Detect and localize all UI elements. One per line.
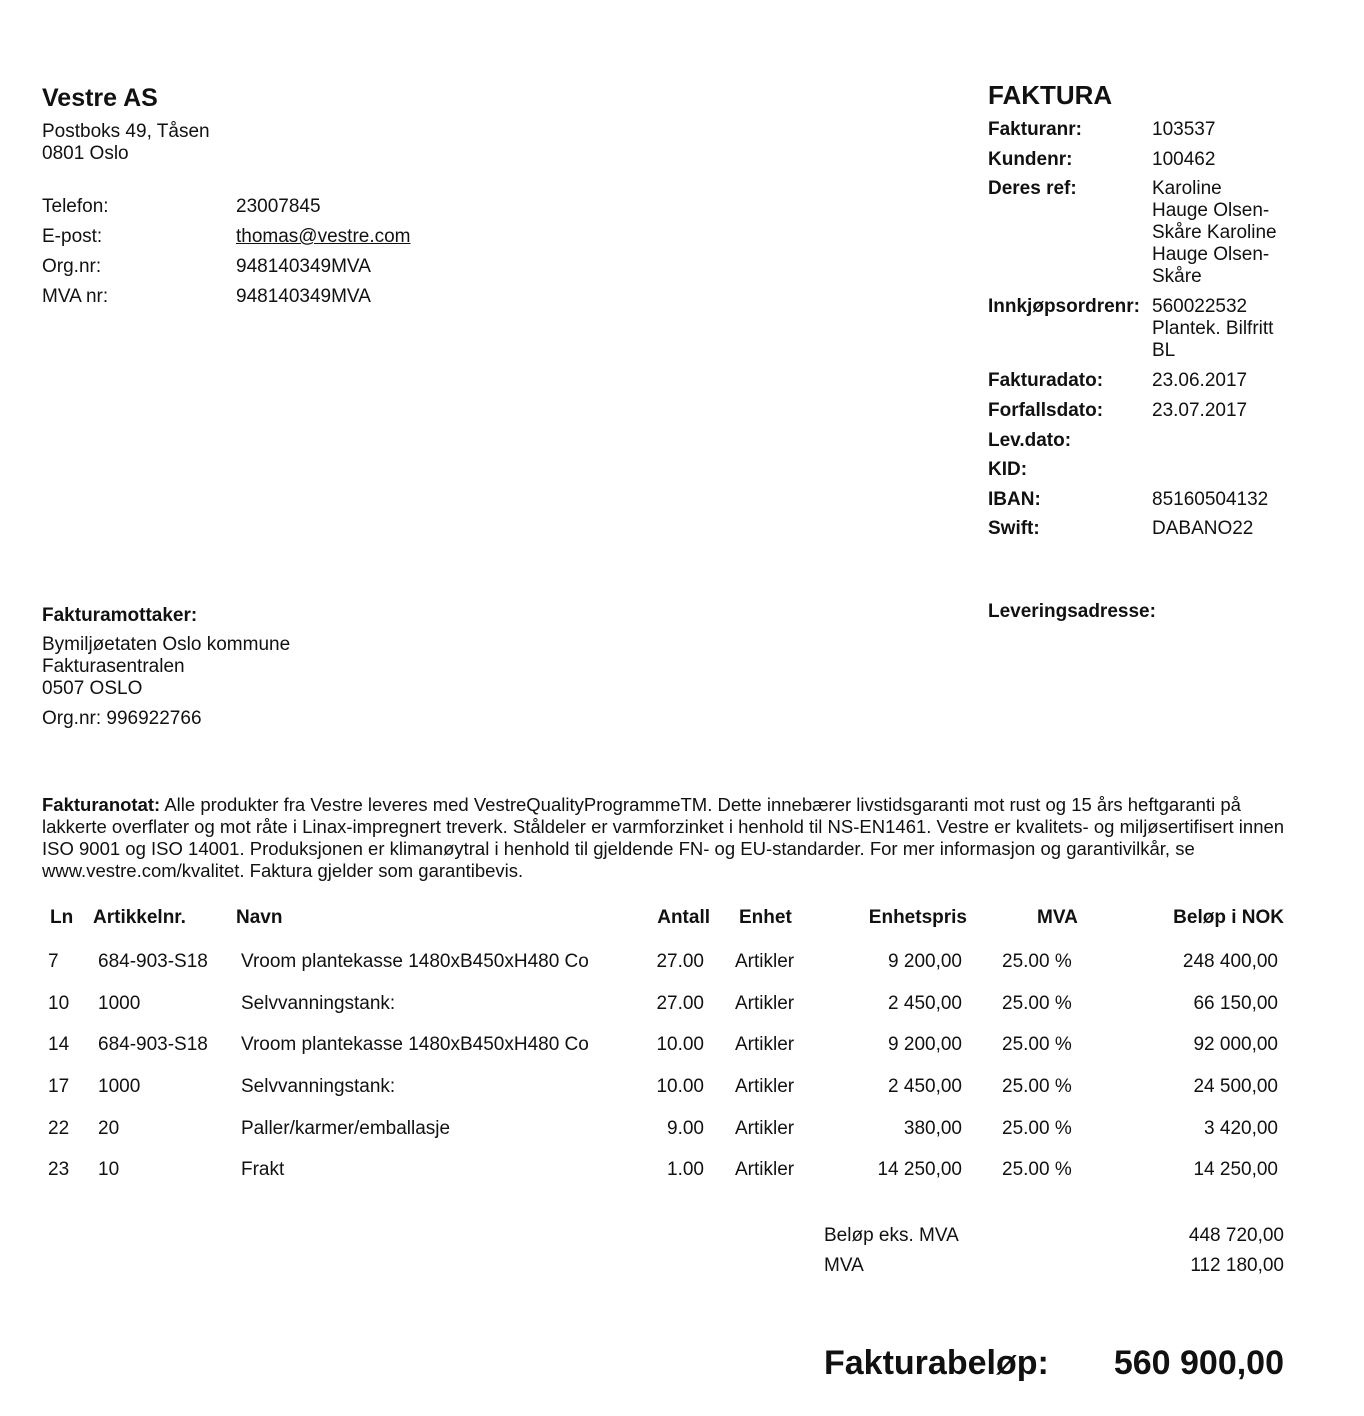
cell-article-number: 1000 — [98, 1076, 141, 1097]
customer-number-label: Kundenr: — [988, 149, 1073, 170]
invoice-date-value: 23.06.2017 — [1152, 370, 1248, 391]
cell-name: Vroom plantekasse 1480xB450xH480 Co — [241, 951, 589, 972]
due-date-value: 23.07.2017 — [1152, 400, 1248, 421]
vat-number-value: 948140349MVA — [236, 286, 371, 307]
sender-address-line: 0801 Oslo — [42, 143, 129, 164]
cell-amount: 66 150,00 — [1193, 993, 1278, 1014]
cell-unit: Artikler — [735, 1076, 795, 1097]
vat-number-label: MVA nr: — [42, 286, 109, 307]
cell-vat: 25.00 % — [1002, 951, 1072, 972]
purchase-order-value — [1152, 296, 1302, 362]
invoice-title: FAKTURA — [988, 80, 1113, 110]
phone-value: 23007845 — [236, 196, 321, 217]
recipient-heading: Fakturamottaker: — [42, 605, 198, 626]
company-name: Vestre AS — [42, 84, 158, 112]
cell-unit-price: 2 450,00 — [888, 1076, 962, 1097]
cell-ln: 17 — [48, 1076, 70, 1097]
cell-name: Selvvanningstank: — [241, 993, 396, 1014]
cell-amount: 248 400,00 — [1182, 951, 1278, 972]
col-header-vat: MVA — [1037, 907, 1078, 928]
reference-line: Karoline — [1152, 178, 1222, 199]
invoice-date-label: Fakturadato: — [988, 370, 1104, 391]
cell-unit: Artikler — [735, 1159, 795, 1180]
cell-amount: 3 420,00 — [1204, 1118, 1278, 1139]
cell-unit-price: 2 450,00 — [888, 993, 962, 1014]
orgnr-value: 948140349MVA — [236, 256, 371, 277]
cell-vat: 25.00 % — [1002, 993, 1072, 1014]
recipient-line: Bymiljøetaten Oslo kommune — [42, 634, 291, 655]
cell-vat: 25.00 % — [1002, 1118, 1072, 1139]
table-row — [0, 951, 1364, 981]
table-row — [0, 1076, 1364, 1106]
delivery-address-heading: Leveringsadresse: — [988, 601, 1156, 622]
due-date-label: Forfallsdato: — [988, 400, 1104, 421]
invoice-note-label: Fakturanotat: — [42, 794, 161, 815]
recipient-orgnr: Org.nr: 996922766 — [42, 708, 202, 729]
cell-article-number: 20 — [98, 1118, 120, 1139]
recipient-line: 0507 OSLO — [42, 678, 143, 699]
orgnr-label: Org.nr: — [42, 256, 102, 277]
cell-name: Paller/karmer/emballasje — [241, 1118, 451, 1139]
sender-address-line: Postboks 49, Tåsen — [42, 121, 210, 142]
email-label: E-post: — [42, 226, 103, 247]
cell-unit: Artikler — [735, 1118, 795, 1139]
cell-quantity: 10.00 — [656, 1076, 704, 1097]
iban-label: IBAN: — [988, 489, 1041, 510]
cell-name: Frakt — [241, 1159, 285, 1180]
delivery-date-label: Lev.dato: — [988, 430, 1072, 451]
cell-article-number: 684-903-S18 — [98, 951, 208, 972]
reference-value — [1152, 178, 1302, 288]
cell-article-number: 1000 — [98, 993, 141, 1014]
col-header-unit: Enhet — [739, 907, 792, 928]
cell-unit-price: 9 200,00 — [888, 951, 962, 972]
cell-vat: 25.00 % — [1002, 1076, 1072, 1097]
table-row — [0, 1159, 1364, 1189]
table-row — [0, 1034, 1364, 1064]
swift-label: Swift: — [988, 518, 1040, 539]
reference-label: Deres ref: — [988, 178, 1077, 199]
cell-ln: 7 — [48, 951, 59, 972]
col-header-amount: Beløp i NOK — [1173, 907, 1284, 928]
cell-quantity: 10.00 — [656, 1034, 704, 1055]
col-header-ln: Ln — [50, 907, 74, 928]
subtotal-value: 448 720,00 — [1188, 1225, 1284, 1246]
invoice-note — [42, 794, 1292, 882]
invoice-note-text: Alle produkter fra Vestre leveres med VestreQualityProgrammeTM. Dette innebærer livstidsgaranti mot rust og 15 års heftgaranti på lakkerte overflater og mot råte i Linax-impregnert treverk. Ståldeler er varmforzinket i henhold til NS-EN1461. Vestre er kvalitets- og miljøsertifisert innen ISO 9001 og ISO 14001. Produksjonen er klimanøytral i henhold til gjeldende FN- og EU-standarder. For mer informasjon og garantivilkår, se www.vestre.com/kvalitet. Faktura gjelder som garantibevis. — [42, 794, 1285, 881]
purchase-order-line: Plantek. Bilfritt — [1152, 318, 1274, 339]
cell-amount: 24 500,00 — [1193, 1076, 1278, 1097]
cell-quantity: 27.00 — [656, 951, 704, 972]
iban-value: 85160504132 — [1152, 489, 1269, 510]
vat-total-label: MVA — [824, 1255, 864, 1276]
col-header-name: Navn — [236, 907, 283, 928]
reference-line: Hauge Olsen- — [1152, 244, 1270, 265]
cell-ln: 10 — [48, 993, 70, 1014]
swift-value: DABANO22 — [1152, 518, 1254, 539]
cell-name: Vroom plantekasse 1480xB450xH480 Co — [241, 1034, 589, 1055]
reference-line: Skåre Karoline — [1152, 222, 1277, 243]
cell-unit: Artikler — [735, 993, 795, 1014]
email-link[interactable]: thomas@vestre.com — [236, 226, 411, 247]
cell-quantity: 27.00 — [656, 993, 704, 1014]
invoice-total-value: 560 900,00 — [1113, 1344, 1284, 1382]
purchase-order-line: 560022532 — [1152, 296, 1248, 317]
subtotal-label: Beløp eks. MVA — [824, 1225, 959, 1246]
cell-vat: 25.00 % — [1002, 1159, 1072, 1180]
cell-name: Selvvanningstank: — [241, 1076, 396, 1097]
invoice-total-label: Fakturabeløp: — [824, 1344, 1049, 1382]
cell-ln: 22 — [48, 1118, 70, 1139]
vat-total-value: 112 180,00 — [1190, 1255, 1284, 1276]
table-row — [0, 993, 1364, 1023]
col-header-article-number: Artikkelnr. — [93, 907, 186, 928]
invoice-number-label: Fakturanr: — [988, 119, 1082, 140]
cell-amount: 14 250,00 — [1193, 1159, 1278, 1180]
purchase-order-label: Innkjøpsordrenr: — [988, 296, 1141, 317]
col-header-quantity: Antall — [657, 907, 710, 928]
cell-unit: Artikler — [735, 951, 795, 972]
customer-number-value: 100462 — [1152, 149, 1216, 170]
table-row — [0, 1118, 1364, 1148]
phone-label: Telefon: — [42, 196, 109, 217]
cell-unit-price: 14 250,00 — [877, 1159, 962, 1180]
cell-amount: 92 000,00 — [1193, 1034, 1278, 1055]
cell-quantity: 9.00 — [667, 1118, 704, 1139]
purchase-order-line: BL — [1152, 340, 1176, 361]
invoice-number-value: 103537 — [1152, 119, 1216, 140]
cell-vat: 25.00 % — [1002, 1034, 1072, 1055]
reference-line: Hauge Olsen- — [1152, 200, 1270, 221]
cell-unit-price: 380,00 — [903, 1118, 962, 1139]
cell-unit: Artikler — [735, 1034, 795, 1055]
col-header-unit-price: Enhetspris — [868, 907, 967, 928]
recipient-line: Fakturasentralen — [42, 656, 185, 677]
reference-line: Skåre — [1152, 266, 1202, 287]
kid-label: KID: — [988, 459, 1028, 480]
cell-article-number: 684-903-S18 — [98, 1034, 208, 1055]
cell-ln: 23 — [48, 1159, 70, 1180]
cell-quantity: 1.00 — [667, 1159, 704, 1180]
cell-article-number: 10 — [98, 1159, 120, 1180]
cell-ln: 14 — [48, 1034, 70, 1055]
cell-unit-price: 9 200,00 — [888, 1034, 962, 1055]
